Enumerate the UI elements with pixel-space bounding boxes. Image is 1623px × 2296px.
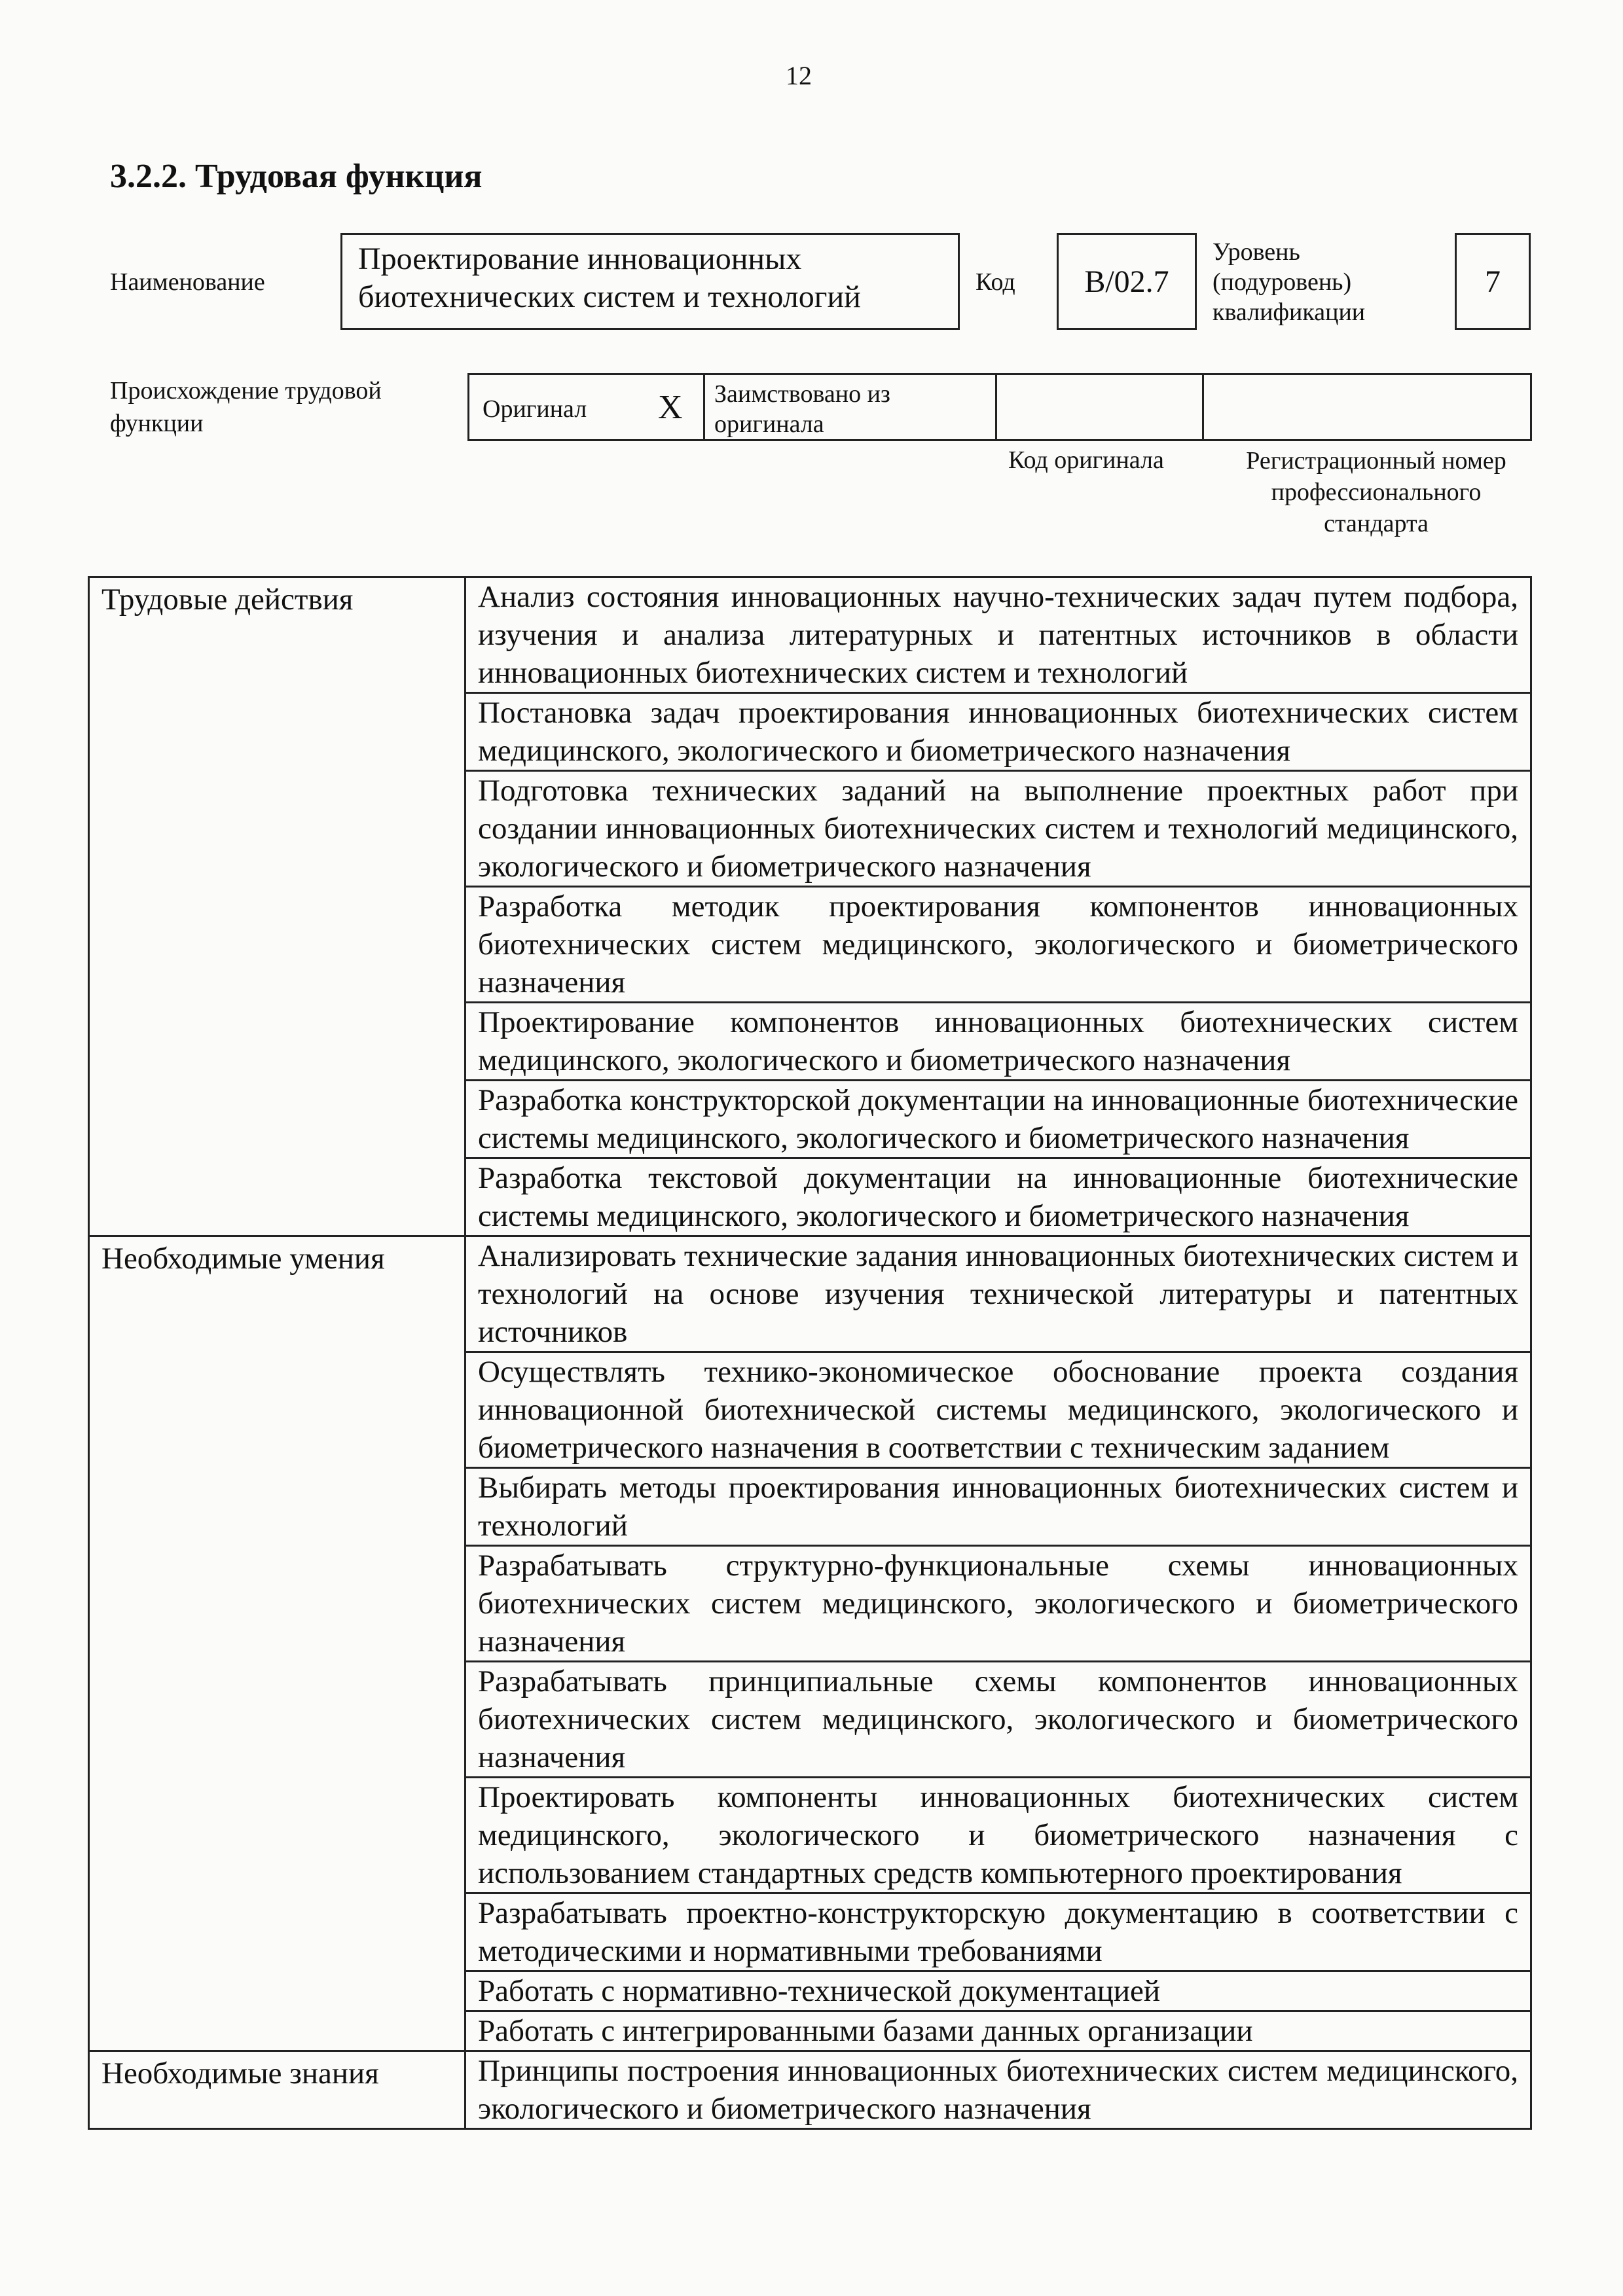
original-code-cell: [997, 375, 1204, 439]
name-value-line2: биотехнических систем и технологий: [358, 279, 861, 314]
borrowed-line1: Заимствовано из: [714, 380, 890, 408]
description-cell: Анализ состояния инновационных научно-технических задач путем подбора, изучения и анализа литературных и патентных источников в области инновационных биотехнических систем и технологий: [465, 577, 1531, 693]
description-cell: Разработка конструкторской документации на инновационные биотехнические системы медицинского, экологического и биометрического назначения: [465, 1081, 1531, 1158]
description-cell: Работать с нормативно-технической документацией: [465, 1971, 1531, 2011]
level-label-line1: Уровень: [1213, 238, 1300, 266]
functions-table: [88, 576, 1532, 2130]
name-value-box: [340, 233, 960, 330]
borrowed-line2: оригинала: [714, 410, 824, 438]
category-cell: Необходимые умения: [89, 1236, 465, 2051]
code-value: B/02.7: [1057, 233, 1197, 330]
description-cell: Подготовка технических заданий на выполнение проектных работ при создании инновационных биотехнических систем и технологий медицинского, экологического и биометрического назначения: [465, 771, 1531, 887]
level-value: 7: [1455, 233, 1531, 330]
description-cell: Разрабатывать проектно-конструкторскую документацию в соответствии с методическими и нормативными требованиями: [465, 1893, 1531, 1971]
level-label: [1213, 237, 1365, 327]
table-row: [89, 2051, 1531, 2129]
origin-table: [467, 373, 1532, 441]
table-row: [89, 577, 1531, 693]
name-value-line1: Проектирование инновационных: [358, 242, 802, 276]
description-cell: Разработка текстовой документации на инновационные биотехнические системы медицинского, экологического и биометрического назначения: [465, 1158, 1531, 1236]
description-cell: Постановка задач проектирования инновационных биотехнических систем медицинского, экологического и биометрического назначения: [465, 693, 1531, 771]
description-cell: Работать с интегрированными базами данных организации: [465, 2011, 1531, 2051]
level-label-line3: квалификации: [1213, 298, 1366, 326]
origin-label: [110, 374, 382, 440]
description-cell: Принципы построения инновационных биотехнических систем медицинского, экологического и биометрического назначения: [465, 2051, 1531, 2129]
reg-number-line2: профессионального: [1271, 478, 1482, 506]
code-label: Код: [976, 268, 1015, 296]
section-title: 3.2.2. Трудовая функция: [110, 158, 483, 195]
borrowed-cell: [705, 375, 997, 439]
original-code-caption: Код оригинала: [1008, 446, 1164, 474]
category-cell: Трудовые действия: [89, 577, 465, 1236]
name-label: Наименование: [110, 268, 265, 296]
original-cell: [469, 375, 705, 439]
reg-number-line1: Регистрационный номер: [1246, 447, 1506, 475]
table-row: [89, 1236, 1531, 1352]
description-cell: Осуществлять технико-экономическое обоснование проекта создания инновационной биотехнической системы медицинского, экологического и биометрического назначения в соответствии с техническим заданием: [465, 1352, 1531, 1468]
description-cell: Разрабатывать структурно-функциональные схемы инновационных биотехнических систем медицинского, экологического и биометрического назначения: [465, 1546, 1531, 1662]
description-cell: Разработка методик проектирования компонентов инновационных биотехнических систем медицинского, экологического и биометрического назначения: [465, 887, 1531, 1003]
reg-number-cell: [1204, 375, 1530, 439]
description-cell: Проектирование компонентов инновационных биотехнических систем медицинского, экологического и биометрического назначения: [465, 1003, 1531, 1081]
reg-number-line3: стандарта: [1324, 510, 1429, 537]
origin-label-line1: Происхождение трудовой: [110, 377, 382, 404]
description-cell: Анализировать технические задания инновационных биотехнических систем и технологий на основе изучения технической литературы и патентных источников: [465, 1236, 1531, 1352]
origin-label-line2: функции: [110, 410, 204, 437]
description-cell: Разрабатывать принципиальные схемы компонентов инновационных биотехнических систем медицинского, экологического и биометрического назначения: [465, 1662, 1531, 1778]
original-label: Оригинал: [483, 395, 587, 423]
level-label-line2: (подуровень): [1213, 268, 1352, 296]
page-number: 12: [786, 61, 812, 90]
original-mark: X: [658, 389, 683, 426]
category-cell: Необходимые знания: [89, 2051, 465, 2129]
borrowed-label: [714, 379, 890, 439]
description-cell: Выбирать методы проектирования инновационных биотехнических систем и технологий: [465, 1468, 1531, 1546]
reg-number-caption: [1219, 445, 1533, 539]
description-cell: Проектировать компоненты инновационных биотехнических систем медицинского, экологического и биометрического назначения с использованием стандартных средств компьютерного проектирования: [465, 1778, 1531, 1893]
